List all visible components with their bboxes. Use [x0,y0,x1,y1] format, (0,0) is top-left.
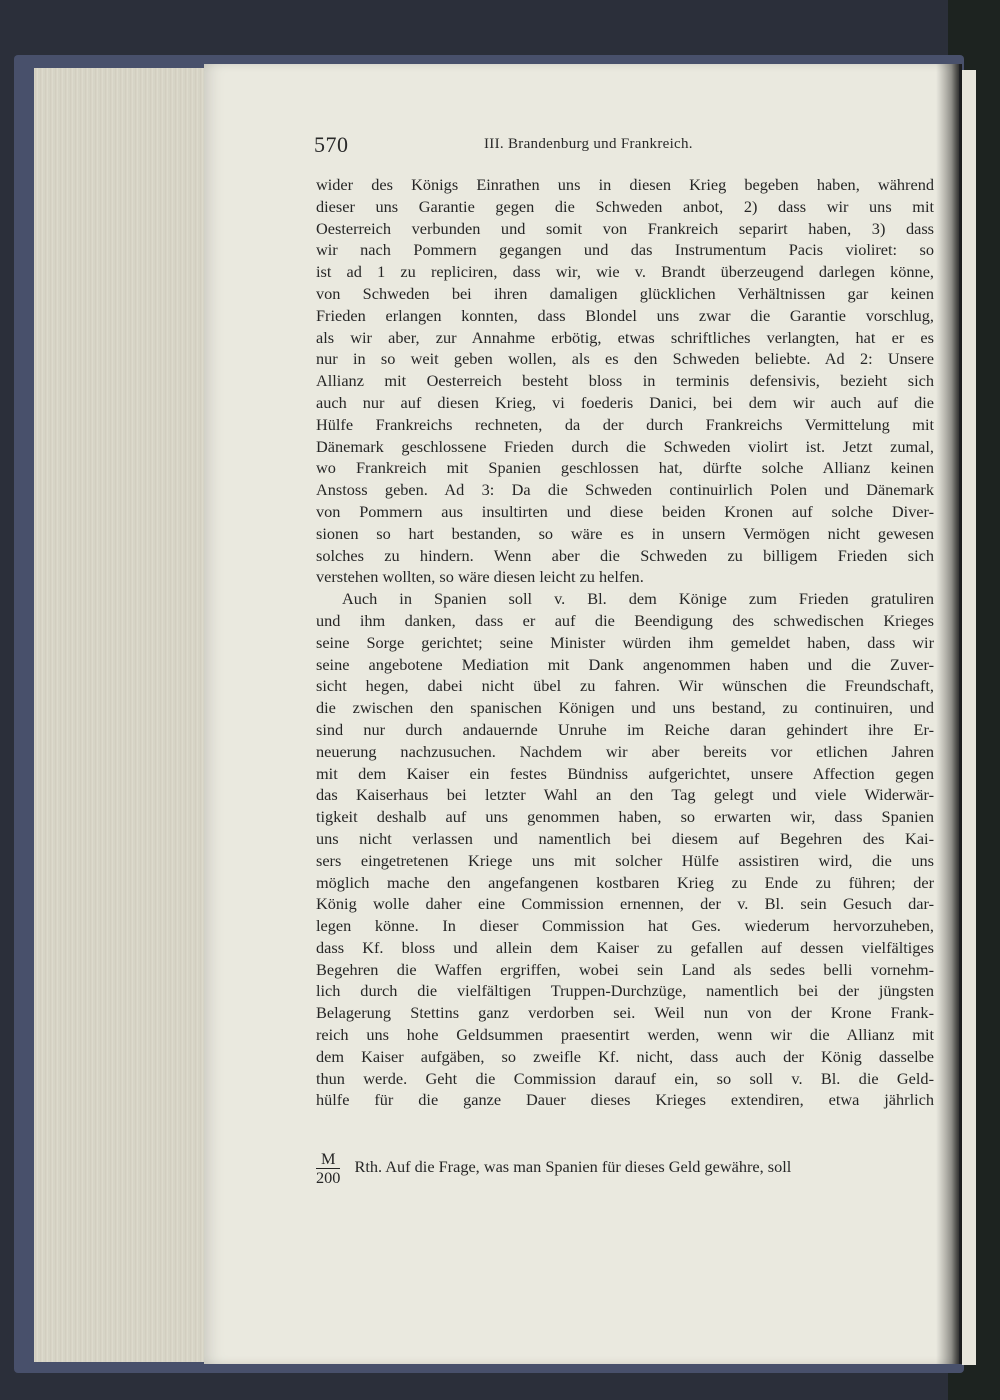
text-line: neuerung nachzusuchen. Nachdem wir aber bereits vor etlichen Jahren [316,741,934,761]
text-line: Auch in Spanien soll v. Bl. dem Könige zum Frieden gratuliren [342,589,934,609]
text-line: uns nicht verlassen und namentlich bei diesem auf Begehren des Kai- [316,828,934,848]
text-line: reich uns hohe Geldsummen praesentirt werden, wenn wir die Allianz mit [316,1025,934,1045]
text-line: wir nach Pommern gegangen und das Instrumentum Pacis violiret: so [316,240,934,260]
fraction-numerator: M [316,1150,340,1169]
next-page-edge [962,70,976,1365]
text-line: Frieden erlangen konnten, dass Blondel uns zwar die Garantie vorschlug, [316,305,934,325]
text-line: König wolle daher eine Commission ernennen, der v. Bl. sein Gesuch dar- [316,894,934,914]
text-line: sionen so hart bestanden, so wäre es in unsern Vermögen nicht gewesen [316,523,934,543]
text-line: verstehen wollten, so wäre diesen leicht zu helfen. [316,567,644,587]
text-line: von Schweden bei ihren damaligen glücklichen Verhältnissen gar keinen [316,283,934,303]
text-line: seine angebotene Mediation mit Dank angenommen haben und die Zuver- [316,654,934,674]
fraction-denominator: 200 [316,1168,341,1187]
text-line: sers eingetretenen Kriege uns mit solcher Hülfe assistiren wird, die uns [316,850,934,870]
gutter-shadow [936,64,962,1364]
text-line: dass Kf. bloss und allein dem Kaiser zu gefallen auf dessen vielfältiges [316,937,934,957]
text-line: seine Sorge gerichtet; seine Minister würden ihm gemeldet haben, dass wir [316,632,934,652]
final-line [316,1150,934,1187]
text-line: Anstoss geben. Ad 3: Da die Schweden continuirlich Polen und Dänemark [316,480,934,500]
text-line: solches zu hindern. Wenn aber die Schweden zu billigem Frieden sich [316,545,934,565]
chapter-title: III. Brandenburg und Frankreich. [484,136,693,152]
fraction [316,1150,340,1187]
text-line: Begehren die Waffen ergriffen, wobei sein Land als sedes belli vornehm- [316,959,934,979]
text-line: Hülfe Frankreichs rechneten, da der durch Frankreichs Vermittelung mit [316,414,934,434]
text-line: tigkeit deshalb auf uns genommen haben, so erwarten wir, dass Spanien [316,807,934,827]
text-line: als wir aber, zur Annahme erbötig, etwas schriftliches verlangten, hat er es [316,327,934,347]
text-line: Dänemark geschlossene Frieden durch die Schweden violirt ist. Jetzt zumal, [316,436,934,456]
text-line: mit dem Kaiser ein festes Bündniss aufgerichtet, unsere Affection gegen [316,763,934,783]
text-line: ist ad 1 zu repliciren, dass wir, wie v. Brandt überzeugend darlegen könne, [316,262,934,282]
text-line: thun werde. Geht die Commission darauf ein, so soll v. Bl. die Geld- [316,1068,934,1088]
text-line: hülfe für die ganze Dauer dieses Krieges extendiren, etwa jährlich [316,1090,934,1110]
text-line: Oesterreich verbunden und somit von Frankreich separirt haben, 3) dass [316,218,934,238]
text-line: wo Frankreich mit Spanien geschlossen hat, dürfte solche Allianz keinen [316,458,934,478]
text-line: die zwischen den spanischen Königen und uns bestand, zu continuiren, und [316,698,934,718]
text-line: legen könne. In dieser Commission hat Ges. wiederum hervorzuheben, [316,916,934,936]
text-line: Allianz mit Oesterreich besteht bloss in terminis defensivis, bezieht sich [316,371,934,391]
text-line: und ihm danken, dass er auf die Beendigung des schwedischen Krieges [316,610,934,630]
text-line: nur in so weit geben wollen, als es den Schweden beliebte. Ad 2: Unsere [316,349,934,369]
text-line: Belagerung Stettins ganz verdorben sei. Weil nun von der Krone Frank- [316,1003,934,1023]
final-line-text: Rth. Auf die Frage, was man Spanien für dieses Geld gewähre, soll [354,1157,792,1177]
running-head [314,132,774,158]
text-line: sicht hegen, dabei nicht übel zu fahren. Wir wünschen die Freundschaft, [316,676,934,696]
text-line: sind nur durch andauernde Unruhe im Reiche daran gehindert ihre Er- [316,719,934,739]
text-line: dieser uns Garantie gegen die Schweden anbot, 2) dass wir uns mit [316,196,934,216]
body-text [316,174,934,1111]
text-line: lich durch die vielfältigen Truppen-Durchzüge, namentlich bei der jüngsten [316,981,934,1001]
page-edges [34,68,211,1362]
text-line: auch nur auf diesen Krieg, vi foederis Danici, bei dem wir auch auf die [316,392,934,412]
text-line: das Kaiserhaus bei letzter Wahl an den Tag gelegt und viele Widerwär- [316,785,934,805]
text-line: dem Kaiser aufgäben, so zweifle Kf. nicht, dass auch der König dasselbe [316,1046,934,1066]
text-line: möglich mache den angefangenen kostbaren Krieg zu Ende zu führen; der [316,872,934,892]
text-line: wider des Königs Einrathen uns in diesen Krieg begeben haben, während [316,175,934,194]
page-number: 570 [314,132,349,157]
text-line: von Pommern aus insultirten und diese beiden Kronen auf solche Diver- [316,501,934,521]
